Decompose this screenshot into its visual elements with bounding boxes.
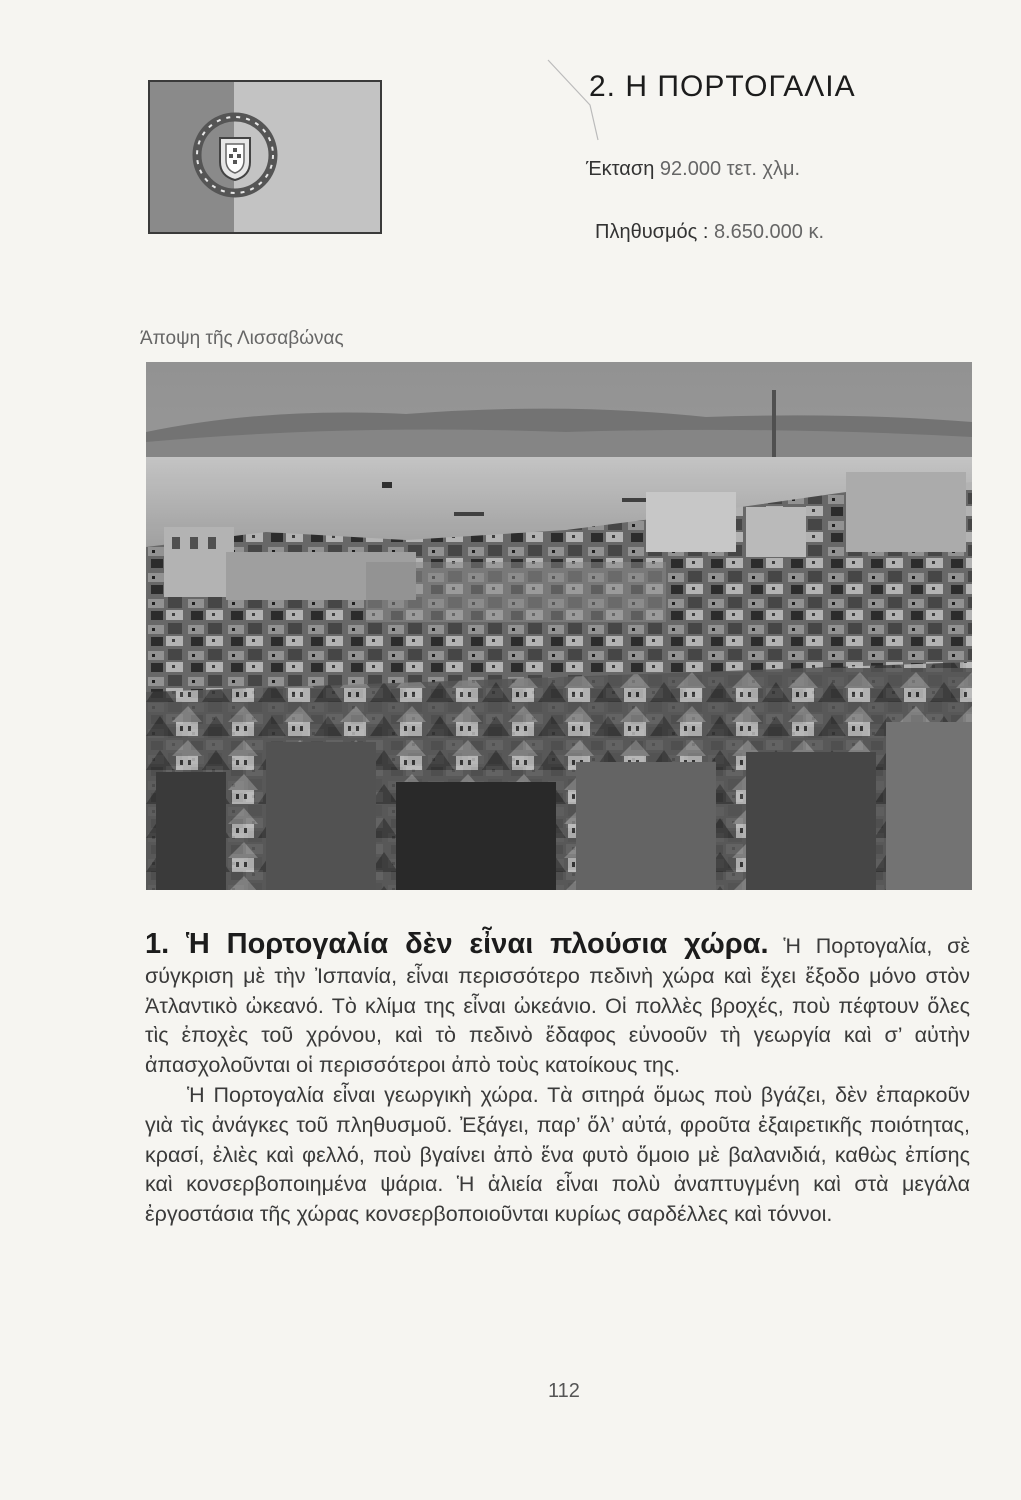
- coat-of-arms-icon: [190, 110, 280, 200]
- area-value: 92.000 τετ. χλμ.: [659, 158, 801, 180]
- photo-caption: Άποψη τῆς Λισσαβώνας: [140, 328, 344, 349]
- article: [145, 930, 970, 1230]
- section-heading: 1. Ἡ Πορτογαλία δὲν εἶναι πλούσια χώρα.: [145, 928, 769, 960]
- article-paragraph-2: Ἡ Πορτογαλία εἶναι γεωργικὴ χώρα. Τὰ σιτηρά ὅμως ποὺ βγάζει, δὲν ἐπαρκοῦν γιὰ τὶς ἀνάγκες τοῦ πληθυσμοῦ. Ἐξάγει, παρ’ ὅλ’ αὐτά, φροῦτα ἐξαιρετικῆς ποιότητας, κρασί, ἐλιὲς καὶ φελλό, ποὺ βγαίνει ἀπὸ ἕνα φυτὸ ὅμοιο μὲ βαλανιδιά, καθὼς ἐπίσης καὶ κονσερβοποιημένα ψάρια. Ἡ ἁλιεία εἶναι πολὺ ἀναπτυγμένη καὶ στὰ μεγάλα ἐργοστάσια τῆς χώρας κονσερβοποιοῦνται κυρίως σαρδέλλες καὶ τόννοι.: [145, 1082, 970, 1227]
- population-label: Πληθυσμός :: [595, 221, 709, 243]
- area-fact: [586, 158, 800, 181]
- area-label: Έκταση: [586, 158, 655, 180]
- page-title: 2. Η ΠΟΡΤΟΓΑΛΙΑ: [589, 70, 856, 103]
- paragraph-1-text: Ἡ Πορτογαλία, σὲ σύγκριση μὲ τὴν Ἰσπανία, εἶναι περισσότερο πεδινὴ χώρα καὶ ἔχει ἔξοδο μόνο στὸν Ἀτλαντικὸ ὠκεανό. Τὸ κλίμα της εἶναι ὠκεάνιο. Οἱ πολλὲς βροχές, ποὺ πέφτουν ὅλες τὶς ἐποχὲς τοῦ χρόνου, καὶ τὸ πεδινὸ ἔδαφος εὐνοοῦν τὴ γεωργία καὶ σ’ αὐτὴν ἀπασχολοῦνται οἱ περισσότεροι ἀπὸ τοὺς κατοίκους της.: [145, 934, 970, 1078]
- article-paragraph-1: [145, 930, 970, 1081]
- population-value: 8.650.000 κ.: [713, 221, 825, 243]
- page-number: 112: [548, 1380, 580, 1402]
- portugal-flag: [148, 80, 382, 234]
- population-fact: [595, 221, 824, 244]
- lisbon-photo: [146, 362, 972, 890]
